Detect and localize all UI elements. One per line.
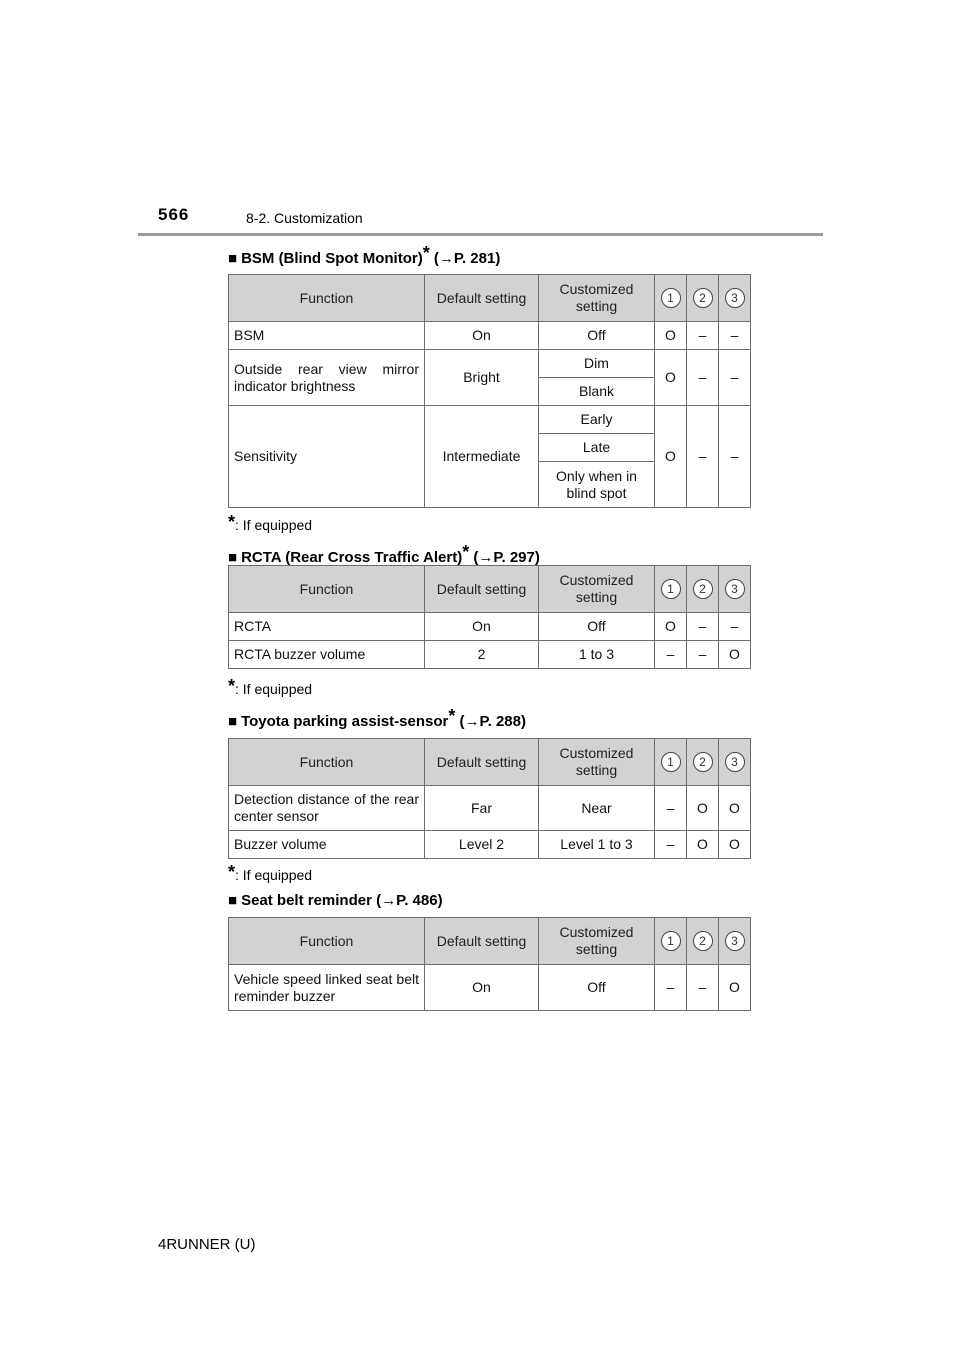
default-cell: Level 2 [425,831,539,859]
default-cell: On [425,322,539,350]
function-cell: RCTA [229,613,425,641]
table-row [229,406,751,434]
rcta-footnote [228,676,312,697]
circled-number-3-icon: 3 [725,752,745,772]
col1-cell: O [655,406,687,508]
circled-number-1-icon: 1 [661,931,681,951]
col1-cell: – [655,965,687,1011]
col3-cell: – [719,350,751,406]
header-customized-setting: Customized setting [539,566,655,613]
header-col-3 [719,275,751,322]
custom-cell: Off [539,613,655,641]
seatbelt-table [228,917,751,1011]
circled-number-3-icon: 3 [725,288,745,308]
asterisk-icon: * [228,512,236,532]
custom-cell: Blank [539,378,655,406]
header-col-3 [719,918,751,965]
function-cell: Sensitivity [229,406,425,508]
arrow-right-icon: → [381,892,397,909]
footnote-text: : If equipped [235,517,313,533]
custom-cell: Off [539,965,655,1011]
function-cell: BSM [229,322,425,350]
col1-cell: – [655,786,687,831]
circled-number-2-icon: 2 [693,931,713,951]
col2-cell: O [687,831,719,859]
seatbelt-heading-text: Seat belt reminder [241,892,372,909]
custom-cell: Only when in blind spot [539,462,655,508]
circled-number-2-icon: 2 [693,579,713,599]
header-function: Function [229,739,425,786]
circled-number-1-icon: 1 [661,288,681,308]
arrow-right-icon: → [478,549,494,566]
col2-cell: – [687,406,719,508]
header-function: Function [229,566,425,613]
section-title: 8-2. Customization [246,210,363,226]
header-customized-setting: Customized setting [539,739,655,786]
col2-cell: – [687,965,719,1011]
table-row [229,641,751,669]
col2-cell: – [687,613,719,641]
arrow-right-icon: → [464,713,480,730]
circled-number-3-icon: 3 [725,579,745,599]
default-cell: Far [425,786,539,831]
circled-number-3-icon: 3 [725,931,745,951]
header-col-2 [687,275,719,322]
seatbelt-page-ref[interactable]: P. 486 [396,892,438,909]
footer-model: 4RUNNER (U) [158,1236,256,1253]
circled-number-1-icon: 1 [661,752,681,772]
header-col-2 [687,918,719,965]
custom-cell: Near [539,786,655,831]
table-row [229,786,751,831]
header-col-2 [687,566,719,613]
circled-number-1-icon: 1 [661,579,681,599]
circled-number-2-icon: 2 [693,752,713,772]
custom-cell: Late [539,434,655,462]
col2-cell: O [687,786,719,831]
header-default-setting: Default setting [425,566,539,613]
col1-cell: O [655,322,687,350]
bsm-page-ref[interactable]: P. 281 [453,250,496,267]
col3-cell: O [719,965,751,1011]
col2-cell: – [687,322,719,350]
bsm-table [228,274,751,508]
parking-table [228,738,751,859]
default-cell: Intermediate [425,406,539,508]
header-default-setting: Default setting [425,739,539,786]
table-row [229,965,751,1011]
bsm-heading-text: BSM (Blind Spot Monitor) [241,250,423,267]
function-cell: Vehicle speed linked seat belt reminder buzzer [229,965,425,1011]
function-cell: RCTA buzzer volume [229,641,425,669]
custom-cell: Level 1 to 3 [539,831,655,859]
header-col-1 [655,739,687,786]
header-default-setting: Default setting [425,918,539,965]
default-cell: On [425,613,539,641]
table-header-row [229,566,751,613]
table-row [229,831,751,859]
header-col-1 [655,275,687,322]
header-default-setting: Default setting [425,275,539,322]
footnote-text: : If equipped [235,681,313,697]
col3-cell: – [719,406,751,508]
function-cell: Buzzer volume [229,831,425,859]
header-col-3 [719,739,751,786]
header-col-3 [719,566,751,613]
col2-cell: – [687,350,719,406]
header-rule [138,233,823,236]
page-number: 566 [158,205,190,224]
col2-cell: – [687,641,719,669]
rcta-heading-text: RCTA (Rear Cross Traffic Alert) [241,549,463,566]
rcta-page-ref[interactable]: P. 297 [493,549,535,566]
square-bullet-icon: ■ [228,892,238,909]
parking-footnote [228,862,312,883]
function-cell: Outside rear view mirror indicator brightness [229,350,425,406]
circled-number-2-icon: 2 [693,288,713,308]
custom-cell: Early [539,406,655,434]
asterisk-icon: * [228,676,236,696]
col3-cell: O [719,641,751,669]
col3-cell: O [719,786,751,831]
default-cell: Bright [425,350,539,406]
seatbelt-heading: ■ Seat belt reminder (→P. 486) [228,892,443,909]
parking-heading: ■ Toyota parking assist-sensor* (→P. 288) [228,706,526,730]
col1-cell: O [655,613,687,641]
bsm-footnote [228,512,312,533]
header-col-1 [655,566,687,613]
asterisk-icon: * [448,706,456,726]
asterisk-icon: * [422,243,430,263]
rcta-table [228,565,751,669]
col1-cell: – [655,831,687,859]
custom-cell: Off [539,322,655,350]
table-header-row [229,275,751,322]
table-header-row [229,918,751,965]
square-bullet-icon: ■ [228,713,238,730]
table-row [229,613,751,641]
table-header-row [229,739,751,786]
table-row [229,322,751,350]
asterisk-icon: * [228,862,236,882]
col1-cell: O [655,350,687,406]
asterisk-icon: * [462,542,470,562]
header-customized-setting: Customized setting [539,275,655,322]
col3-cell: – [719,322,751,350]
arrow-right-icon: → [438,250,454,267]
header-col-2 [687,739,719,786]
col1-cell: – [655,641,687,669]
header-function: Function [229,275,425,322]
parking-page-ref[interactable]: P. 288 [479,713,521,730]
footnote-text: : If equipped [235,867,313,883]
custom-cell: 1 to 3 [539,641,655,669]
function-cell: Detection distance of the rear center sensor [229,786,425,831]
parking-heading-text: Toyota parking assist-sensor [241,713,449,730]
col3-cell: O [719,831,751,859]
custom-cell: Dim [539,350,655,378]
rcta-heading: ■ RCTA (Rear Cross Traffic Alert)* (→P. 297) [228,542,540,566]
square-bullet-icon: ■ [228,250,238,267]
default-cell: On [425,965,539,1011]
header-customized-setting: Customized setting [539,918,655,965]
square-bullet-icon: ■ [228,549,238,566]
col3-cell: – [719,613,751,641]
header-function: Function [229,918,425,965]
default-cell: 2 [425,641,539,669]
header-col-1 [655,918,687,965]
table-row [229,350,751,378]
bsm-heading: ■ BSM (Blind Spot Monitor)* (→P. 281) [228,243,501,267]
